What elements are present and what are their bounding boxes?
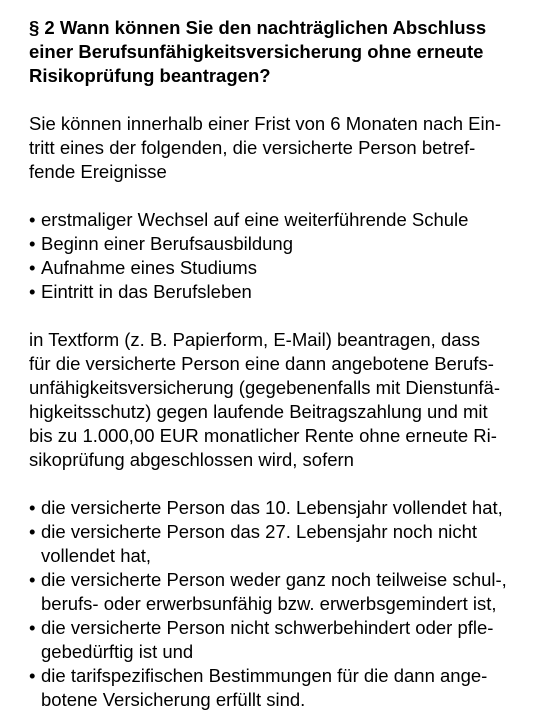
middle-paragraph [29, 328, 539, 472]
list-item [29, 208, 539, 232]
list-item-text: erstmaliger Wechsel auf eine weiterführende Schule [41, 209, 469, 230]
intro-line: Sie können innerhalb einer Frist von 6 Monaten nach Ein- [29, 113, 502, 134]
events-list [29, 208, 539, 304]
list-item-text: die versicherte Person nicht schwerbehindert oder pfle- [41, 617, 494, 638]
list-item-text: vollendet hat, [41, 545, 152, 566]
bullet: • [29, 281, 36, 302]
list-item-text: die versicherte Person weder ganz noch teilweise schul-, [41, 569, 507, 590]
middle-line: für die versicherte Person eine dann angebotene Berufs- [29, 353, 494, 374]
bullet: • [29, 233, 36, 254]
list-item [29, 568, 539, 616]
bullet: • [29, 569, 36, 590]
spacer [29, 184, 539, 208]
list-item-text: Beginn einer Berufsausbildung [41, 233, 293, 254]
list-item-text: botene Versicherung erfüllt sind. [41, 689, 306, 710]
list-item [29, 664, 539, 712]
intro-paragraph [29, 112, 539, 184]
list-item-text: berufs- oder erwerbsunfähig bzw. erwerbsgemindert ist, [41, 593, 497, 614]
bullet: • [29, 497, 36, 518]
conditions-list [29, 496, 539, 712]
bullet: • [29, 209, 36, 230]
list-item [29, 256, 539, 280]
middle-line: sikoprüfung abgeschlossen wird, sofern [29, 449, 354, 470]
document-page [29, 16, 539, 712]
middle-line: unfähigkeitsversicherung (gegebenenfalls mit Dienstunfä- [29, 377, 500, 398]
spacer [29, 472, 539, 496]
list-item-text: die versicherte Person das 27. Lebensjahr noch nicht [41, 521, 478, 542]
heading-line: § 2 Wann können Sie den nachträglichen Abschluss [29, 17, 487, 38]
bullet: • [29, 257, 36, 278]
list-item-text: Eintritt in das Berufsleben [41, 281, 252, 302]
list-item-text: Aufnahme eines Studiums [41, 257, 257, 278]
spacer [29, 304, 539, 328]
bullet: • [29, 665, 36, 686]
middle-line: higkeitsschutz) gegen laufende Beitragszahlung und mit [29, 401, 488, 422]
list-item [29, 232, 539, 256]
section-heading [29, 16, 539, 88]
list-item [29, 496, 539, 520]
middle-line: bis zu 1.000,00 EUR monatlicher Rente ohne erneute Ri- [29, 425, 497, 446]
list-item [29, 520, 539, 568]
bullet: • [29, 617, 36, 638]
list-item-text: gebedürftig ist und [41, 641, 194, 662]
list-item-text: die tarifspezifischen Bestimmungen für die dann ange- [41, 665, 488, 686]
list-item-text: die versicherte Person das 10. Lebensjahr vollendet hat, [41, 497, 503, 518]
list-item [29, 616, 539, 664]
spacer [29, 88, 539, 112]
list-item [29, 280, 539, 304]
middle-line: in Textform (z. B. Papierform, E-Mail) beantragen, dass [29, 329, 481, 350]
intro-line: tritt eines der folgenden, die versicherte Person betref- [29, 137, 476, 158]
heading-line: Risikoprüfung beantragen? [29, 65, 271, 86]
bullet: • [29, 521, 36, 542]
intro-line: fende Ereignisse [29, 161, 167, 182]
heading-line: einer Berufsunfähigkeitsversicherung ohne erneute [29, 41, 484, 62]
